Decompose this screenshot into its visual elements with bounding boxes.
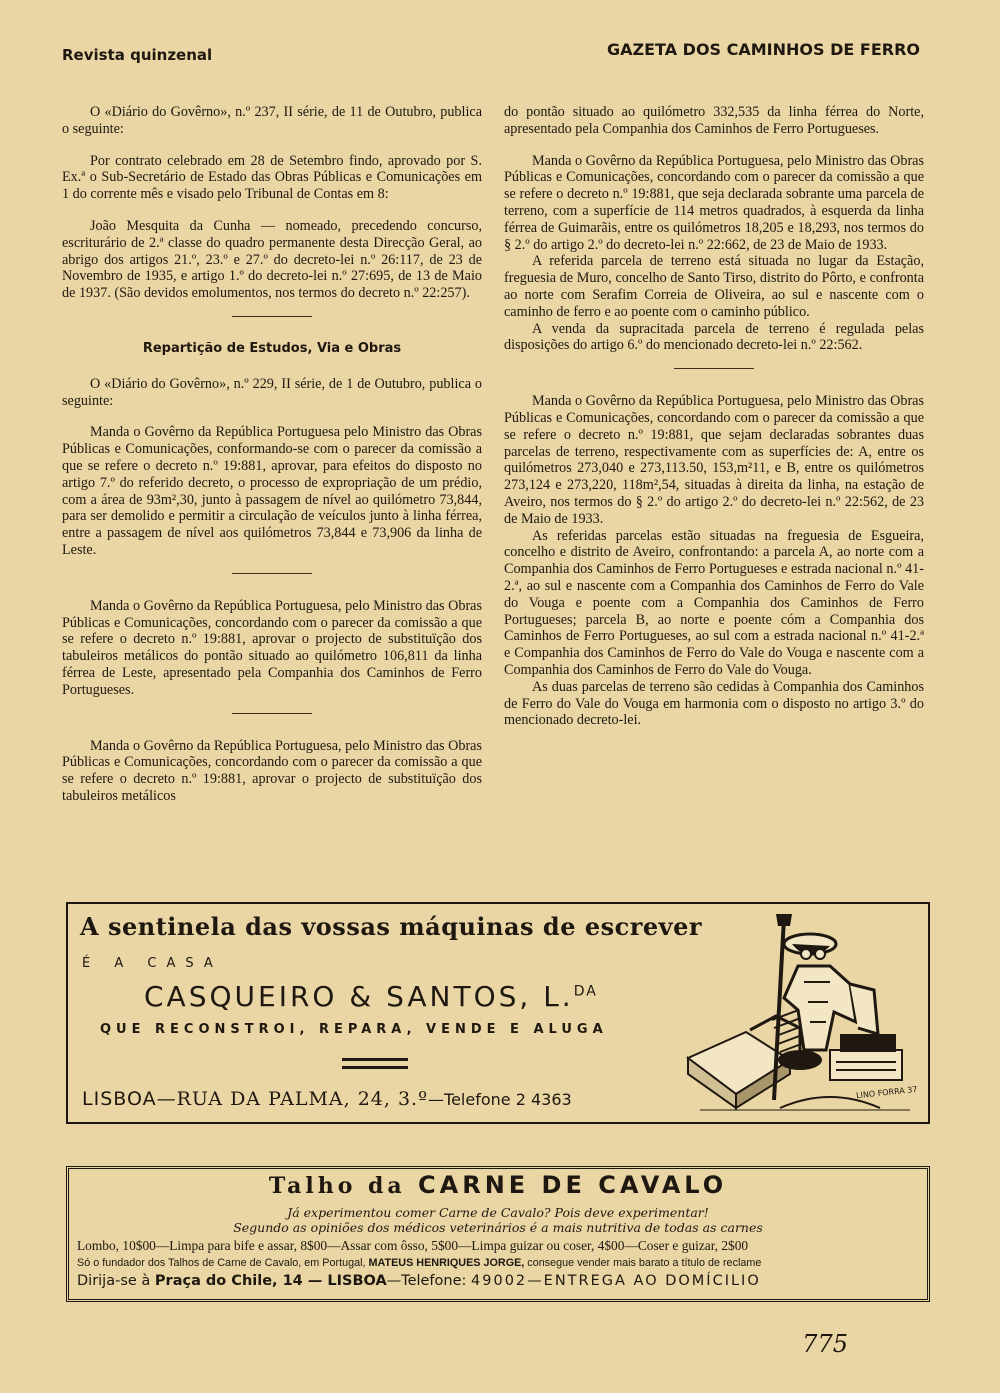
contact-address: Praça do Chile, 14 — LISBOA xyxy=(154,1273,387,1289)
paragraph: A referida parcela de terreno está situada no lugar da Estação, freguesia de Muro, concelho de Santo Tirso, distrito do Pôrto, e confronta ao norte com Serafim Correia de Oliveira, ao sul e nascente com o caminho de ferro e ao poente com o caminho público. xyxy=(504,253,924,320)
paragraph: O «Diário do Govêrno», n.º 237, II série, de 11 de Outubro, publica o seguinte: xyxy=(62,104,482,137)
sentinel-illustration-icon xyxy=(680,910,920,1118)
contact-phone-label: —Telefone: xyxy=(386,1273,467,1289)
ad-title xyxy=(69,1171,927,1199)
paragraph: do pontão situado ao quilómetro 332,535 da linha férrea do Norte, apresentado pela Companhia dos Caminhos de Ferro Portugueses. xyxy=(504,104,924,137)
section-heading: Repartição de Estudos, Via e Obras xyxy=(142,340,402,356)
ad-title-main: CARNE DE CAVALO xyxy=(418,1171,728,1199)
address-city: LISBOA xyxy=(82,1088,157,1110)
magazine-periodicity: Revista quinzenal xyxy=(62,46,213,64)
paragraph: As referidas parcelas estão situadas na freguesia de Esgueira, concelho e distrito de Aveiro, confrontando: a parcela A, ao norte com a Companhia dos Caminhos de Ferro Portugueses e estrada nacional n.º 41-2.ª, ao sul e nascente com a Companhia dos Caminhos de Ferro do Vale do Vouga e poente com a Companhia dos Caminhos de Ferro Portugueses; parcela B, ao norte e poente cóm a Companhia dos Caminhos de Ferro Portugueses, ao sul com a estrada nacional n.º 41-2.ª e Companhia dos Caminhos de Ferro do Vale do Vouga e nascente com a Companhia dos Caminhos de Ferro do Vale do Vouga. xyxy=(504,527,924,678)
ad-intro: É A CASA xyxy=(82,956,223,971)
address-phone: —Telefone 2 4363 xyxy=(428,1090,572,1109)
illustrator-signature: LINO FORRA 37 xyxy=(855,1084,918,1101)
paragraph: João Mesquita da Cunha — nomeado, precedendo concurso, escriturário de 2.ª classe do quadro permanente desta Direcção Geral, ao abrigo dos artigos 21.º, 23.º e 27.º do decreto-lei n.º 26:117, de 23 de Novembro de 1935, e artigo 1.º do decreto-lei n.º 27:695, de 13 de Maio de 1937. (São devidos emolumentos, nos termos do decreto n.º 22:257). xyxy=(62,217,482,302)
contact-phone: 49002—ENTREGA AO DOMÍCILIO xyxy=(471,1273,761,1289)
company-name-text: CASQUEIRO & SANTOS, L. xyxy=(144,980,574,1013)
paragraph: A venda da supracitada parcela de terreno é regulada pelas disposições do artigo 6.º do mencionado decreto-lei n.º 22:562. xyxy=(504,320,924,354)
left-column xyxy=(62,104,482,805)
typewriter-advertisement xyxy=(66,902,930,1124)
butcher-advertisement xyxy=(66,1166,930,1302)
ad-rule xyxy=(342,1058,408,1061)
ad-title-prefix: Talho da xyxy=(268,1173,406,1199)
paragraph: O «Diário do Govêrno», n.º 229, II série, de 1 de Outubro, publica o seguinte: xyxy=(62,375,482,409)
ad-slogan: A sentinela das vossas máquinas de escrever xyxy=(80,912,702,941)
right-column xyxy=(504,104,924,729)
paragraph: Manda o Govêrno da República Portuguesa, pelo Ministro das Obras Públicas e Comunicações, concordando com o parecer da comissão a que se refere o decreto n.º 19:881, aprovar o projecto de substituïção dos tabuleiros metálicos do pontão situado ao quilómetro 106,811 da linha férrea de Leste, apresentado pela Companhia dos Caminhos de Ferro Portugueses. xyxy=(62,597,482,698)
ad-services: QUE RECONSTROI, REPARA, VENDE E ALUGA xyxy=(100,1022,608,1037)
paragraph: Manda o Govêrno da República Portuguesa, pelo Ministro das Obras Públicas e Comunicações, concordando com o parecer da comissão a que se refere o decreto n.º 19:881, que seja declarada sobrante uma parcela de terreno, com a superfície de 114 metros quadrados, à esquerda da linha férrea de Guimarãis, entre os quilómetros 18,205 e 18,293, nos termos do § 2.º do artigo 2.º do decreto-lei n.º 22:662, de 23 de Maio de 1933. xyxy=(504,152,924,253)
ad-note xyxy=(77,1257,925,1269)
page-number: 775 xyxy=(802,1330,848,1358)
paragraph: Manda o Govêrno da República Portuguesa, pelo Ministro das Obras Públicas e Comunicações, concordando com o parecer da comissão a que se refere o decreto n.º 19:881, que sejam declaradas sobrantes duas parcelas de terreno, respectivamente com as superfícies de: A, entre os quilómetros 273,040 e 273,113.50, 153,m²11, e B, entre os quilómetros 273,124 e 273,220, 118m²,54, situadas à direita da linha, na estação de Aveiro, nos termos do § 2.º do artigo 2.º do decreto-lei n.º 22:562, de 23 de Maio de 1933. xyxy=(504,393,924,527)
section-divider xyxy=(232,573,312,574)
note-text: Só o fundador dos Talhos de Carne de Cavalo, em Portugal, xyxy=(77,1257,366,1269)
note-founder: MATEUS HENRIQUES JORGE, xyxy=(368,1257,525,1269)
section-divider xyxy=(232,713,312,714)
note-text: consegue vender mais barato a título de reclame xyxy=(527,1257,762,1269)
ad-price-list: Lombo, 10$00—Limpa para bife e assar, 8$00—Assar com ôsso, 5$00—Limpa guizar ou coser, 4$00—Coser e guizar, 2$00 xyxy=(77,1238,749,1253)
section-divider xyxy=(674,368,754,369)
paragraph: Manda o Govêrno da República Portuguesa pelo Ministro das Obras Públicas e Comunicações, conformando-se com o parecer da comissão a que se refere o decreto n.º 19:881, aprovar, para efeitos do disposto no artigo 7.º do referido decreto, o processo de expropriação de um prédio, com a área de 93m²,30, junto à passagem de nível ao quilómetro 73,844, para ser demolido e permitir a circulação de veículos junto à linha férrea, entre a passagem de nível aos quilómetros 73,844 e 73,906 da linha de Leste. xyxy=(62,424,482,558)
paragraph: Por contrato celebrado em 28 de Setembro findo, aprovado por S. Ex.ª o Sub-Secretário de Estado das Obras Públicas e Comunicações em 1 do corrente mês e visado pelo Tribunal de Contas em 8: xyxy=(62,152,482,203)
magazine-title: GAZETA DOS CAMINHOS DE FERRO xyxy=(606,40,920,59)
address-street: —RUA DA PALMA, 24, 3.º xyxy=(156,1088,429,1110)
paragraph: As duas parcelas de terreno são cedidas à Companhia dos Caminhos de Ferro do Vale do Vouga em harmonia com o disposto no artigo 3.º do mencionado decreto-lei. xyxy=(504,678,924,729)
paragraph: Manda o Govêrno da República Portuguesa, pelo Ministro das Obras Públicas e Comunicações, concordando com o parecer da comissão a que se refere o decreto n.º 19:881, aprovar o projecto de substituïção dos tabuleiros metálicos xyxy=(62,737,482,804)
ad-rule xyxy=(342,1066,408,1069)
contact-text: Dirija-se à xyxy=(77,1273,151,1289)
ad-slogan: Segundo as opiniões dos médicos veterinários é a mais nutritiva de todas as carnes xyxy=(233,1220,763,1235)
ad-contact xyxy=(77,1273,761,1289)
company-suffix: DA xyxy=(573,983,598,1000)
ad-address xyxy=(82,1088,572,1110)
ad-slogan: Já experimentou comer Carne de Cavalo? Pois deve experimentar! xyxy=(287,1205,709,1220)
section-divider xyxy=(232,316,312,317)
ad-company-name xyxy=(144,980,598,1013)
